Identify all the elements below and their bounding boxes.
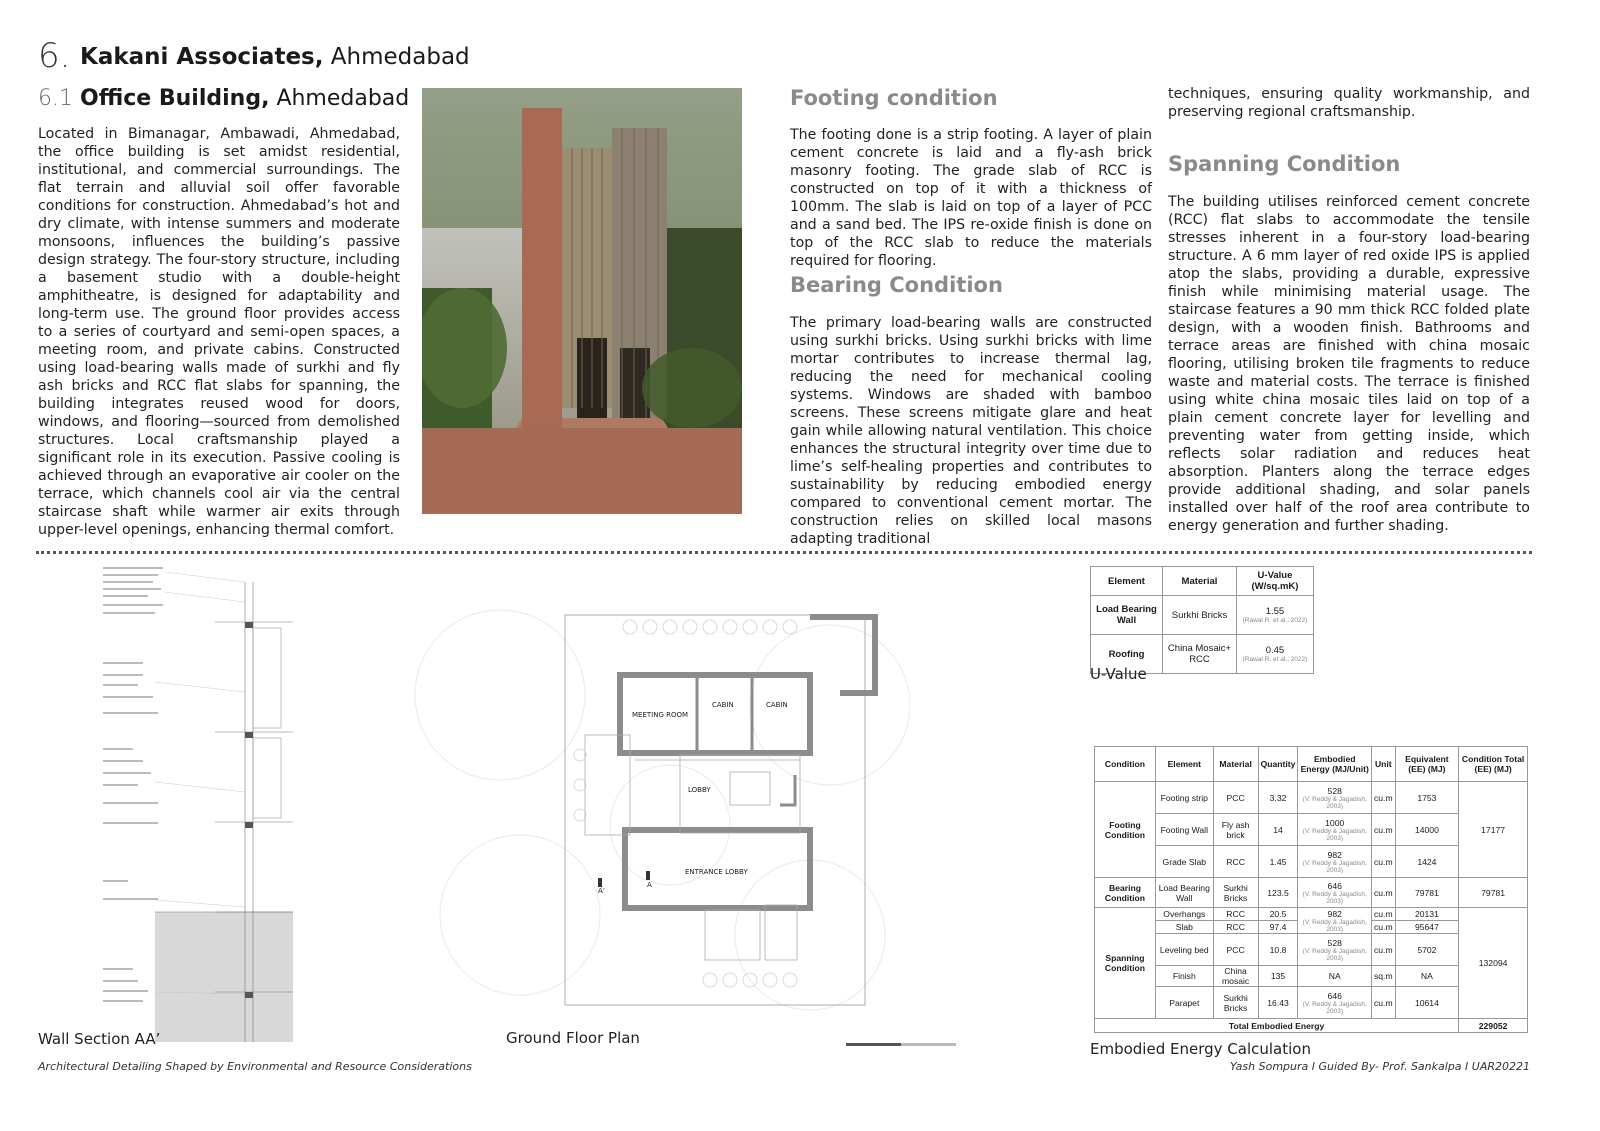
table-cell: Slab: [1155, 921, 1213, 934]
dotted-divider: [36, 551, 1532, 554]
table-cell: PCC: [1213, 782, 1258, 814]
table-header-cell: Element: [1155, 747, 1213, 782]
table-cell: 79781: [1395, 878, 1459, 908]
table-cell: 10614: [1395, 987, 1459, 1019]
table-cell: [1298, 934, 1372, 966]
table-header-row: [1091, 567, 1314, 596]
table-cell: [1298, 846, 1372, 878]
table-cell: Roofing: [1091, 635, 1163, 674]
ee-value: 646: [1327, 880, 1342, 891]
table-cell: 1424: [1395, 846, 1459, 878]
plan-label-meeting-room: MEETING ROOM: [632, 711, 689, 719]
chapter-title: [80, 44, 470, 70]
table-cell: 1753: [1395, 782, 1459, 814]
table-cell: [1298, 814, 1372, 846]
condition-cell: Bearing Condition: [1095, 878, 1156, 908]
ee-value: 528: [1327, 785, 1342, 796]
table-cell: Leveling bed: [1155, 934, 1213, 966]
total-value: 229052: [1459, 1019, 1528, 1033]
table-cell: Footing strip: [1155, 782, 1213, 814]
u-value: 0.45: [1265, 645, 1285, 656]
section-number: 6.1: [38, 86, 73, 111]
table-cell: Footing Wall: [1155, 814, 1213, 846]
table-cell: [1298, 908, 1372, 934]
table-cell: [1298, 987, 1372, 1019]
table-cell: cu.m: [1371, 814, 1395, 846]
table-cell: 135: [1258, 966, 1298, 987]
table-cell: sq.m: [1371, 966, 1395, 987]
plan-label-entrance-lobby: ENTRANCE LOBBY: [685, 868, 748, 876]
ee-value: 1000: [1325, 817, 1345, 828]
bearing-paragraph-continued: techniques, ensuring quality workmanship, and preserving regional craftsmanship.: [1168, 86, 1530, 120]
table-cell: cu.m: [1371, 846, 1395, 878]
table-cell: cu.m: [1371, 921, 1395, 934]
table-header-cell: Element: [1091, 567, 1163, 596]
condition-total-cell: 79781: [1459, 878, 1528, 908]
section-title-name: Office Building,: [80, 86, 270, 111]
table-cell: Surkhi Bricks: [1213, 878, 1258, 908]
table-row: [1095, 878, 1528, 908]
table-header-cell: Material: [1163, 567, 1237, 596]
plan-label-section-a: A: [647, 881, 652, 889]
table-cell: Overhangs: [1155, 908, 1213, 921]
chapter-title-name: Kakani Associates,: [80, 44, 324, 70]
ee-value: 528: [1327, 937, 1342, 948]
ee-value: 982: [1327, 908, 1342, 919]
table-cell: 20131: [1395, 908, 1459, 921]
total-row: [1095, 1019, 1528, 1033]
table-cell: 14: [1258, 814, 1298, 846]
bearing-heading: Bearing Condition: [790, 273, 1003, 297]
table-cell: cu.m: [1371, 908, 1395, 921]
u-value-caption: U-Value: [1090, 665, 1147, 683]
table-cell: Surkhi Bricks: [1213, 987, 1258, 1019]
table-cell: RCC: [1213, 921, 1258, 934]
wall-section-caption: Wall Section AA’: [38, 1030, 161, 1048]
table-cell: 5702: [1395, 934, 1459, 966]
table-cell: RCC: [1213, 908, 1258, 921]
table-header-cell: U-Value (W/sq.mK): [1236, 567, 1313, 596]
condition-total-cell: 17177: [1459, 782, 1528, 878]
condition-cell: Spanning Condition: [1095, 908, 1156, 1019]
table-cell: Parapet: [1155, 987, 1213, 1019]
table-cell: 20.5: [1258, 908, 1298, 921]
total-label: Total Embodied Energy: [1095, 1019, 1459, 1033]
table-cell: 3.32: [1258, 782, 1298, 814]
bearing-paragraph: The primary load-bearing walls are constructed using surkhi bricks. Using surkhi bricks with lime mortar contributes to increase thermal lag, reducing the need for mechanical cooling systems. Windows are shaded with bamboo screens. These screens mitigate glare and heat gain while allowing natural ventilation. This choice enhances the structural integrity over time due to lime’s self-healing properties and contributes to sustainability by reducing embodied energy compared to conventional cement mortar. The construction relies on skilled local masons adapting traditional: [790, 315, 1152, 547]
condition-cell: Footing Condition: [1095, 782, 1156, 878]
ground-floor-plan: [410, 575, 910, 1015]
section-title-city: Ahmedabad: [276, 86, 410, 111]
table-cell: PCC: [1213, 934, 1258, 966]
table-header-row: [1095, 747, 1528, 782]
table-cell: 1.45: [1258, 846, 1298, 878]
table-cell: 97.4: [1258, 921, 1298, 934]
reference-note: (V. Reddy & Jagadish, 2003): [1302, 827, 1367, 842]
table-cell: [1298, 878, 1372, 908]
ground-plan-caption: Ground Floor Plan: [506, 1029, 640, 1047]
plan-label-section-a-prime: A’: [598, 887, 606, 895]
reference-note: (V. Reddy & Jagadish, 2003): [1302, 918, 1367, 933]
table-row: [1095, 782, 1528, 814]
condition-total-cell: 132094: [1459, 908, 1528, 1019]
table-header-cell: Equivalent (EE) (MJ): [1395, 747, 1459, 782]
table-header-cell: Condition Total (EE) (MJ): [1459, 747, 1528, 782]
table-cell: [1236, 635, 1313, 674]
table-row: [1091, 596, 1314, 635]
table-cell: Finish: [1155, 966, 1213, 987]
table-cell: cu.m: [1371, 934, 1395, 966]
reference-note: (V. Reddy & Jagadish, 2003): [1302, 890, 1367, 905]
table-header-cell: Material: [1213, 747, 1258, 782]
table-header-cell: Quantity: [1258, 747, 1298, 782]
plan-label-cabin-2: CABIN: [766, 701, 788, 709]
table-row: [1095, 908, 1528, 921]
table-cell: Grade Slab: [1155, 846, 1213, 878]
ee-value: 982: [1327, 849, 1342, 860]
plan-label-cabin-1: CABIN: [712, 701, 734, 709]
table-cell: China Mosaic+ RCC: [1163, 635, 1237, 674]
reference-note: (V. Reddy & Jagadish, 2003): [1302, 795, 1367, 810]
footer-subtitle: Architectural Detailing Shaped by Environmental and Resource Considerations: [38, 1060, 472, 1073]
intro-paragraph: Located in Bimanagar, Ambawadi, Ahmedabad, the office building is set amidst residential, institutional, and commercial surroundings. The flat terrain and alluvial soil offer favorable conditions for construction. Ahmedabad’s hot and dry climate, with intense summers and moderate monsoons, influences the building’s passive design strategy. The four-story structure, including a basement studio with a double-height amphitheatre, is designed for adaptability and long-term use. The ground floor provides access to a series of courtyard and semi-open spaces, a meeting room, and private cabins. Constructed using load-bearing walls made of surkhi and fly ash bricks and RCC flat slabs for spanning, the building integrates reused wood for doors, windows, and flooring—sourced from demolished structures. Local craftsmanship played a significant role in its execution. Passive cooling is achieved through an evaporative air cooler on the terrace, which channels cool air via the central staircase shaft while warmer air exits through upper-level openings, enhancing thermal comfort.: [38, 126, 400, 538]
footing-heading: Footing condition: [790, 86, 998, 110]
table-cell: 14000: [1395, 814, 1459, 846]
u-value: 1.55: [1265, 606, 1285, 617]
table-cell: [1298, 782, 1372, 814]
table-cell: cu.m: [1371, 878, 1395, 908]
footer-credits: Yash Sompura I Guided By- Prof. Sankalpa I UAR20221: [1229, 1060, 1530, 1073]
reference-note: (Rawal R. et al., 2022): [1242, 617, 1308, 624]
table-cell: NA: [1395, 966, 1459, 987]
table-cell: Load Bearing Wall: [1155, 878, 1213, 908]
table-header-cell: Embodied Energy (MJ/Unit): [1298, 747, 1372, 782]
reference-note: (V. Reddy & Jagadish, 2003): [1302, 947, 1367, 962]
table-cell: 10.8: [1258, 934, 1298, 966]
table-cell: Load Bearing Wall: [1091, 596, 1163, 635]
plan-label-lobby: LOBBY: [688, 786, 711, 794]
scale-bar: [846, 1034, 981, 1044]
table-cell: cu.m: [1371, 782, 1395, 814]
table-header-cell: Condition: [1095, 747, 1156, 782]
reference-note: (Rawal R. et al., 2022): [1242, 656, 1308, 663]
spanning-heading: Spanning Condition: [1168, 152, 1401, 176]
u-value-table: [1090, 566, 1314, 674]
chapter-number: 6.: [38, 36, 71, 76]
table-cell: China mosaic: [1213, 966, 1258, 987]
chapter-title-city: Ahmedabad: [330, 44, 470, 70]
table-cell: Surkhi Bricks: [1163, 596, 1237, 635]
table-cell: 16.43: [1258, 987, 1298, 1019]
footing-paragraph: The footing done is a strip footing. A layer of plain cement concrete is laid and a fly-ash brick masonry footing. The grade slab of RCC is constructed on top of it with a thickness of 100mm. The slab is laid on top of a layer of PCC and a sand bed. The IPS re-oxide finish is done on top of the RCC slab to reduce the materials required for flooring.: [790, 127, 1152, 269]
table-cell: NA: [1298, 966, 1372, 987]
spanning-paragraph: The building utilises reinforced cement concrete (RCC) flat slabs to accommodate the tensile stresses inherent in a four-story load-bearing structure. A 6 mm layer of red oxide IPS is applied atop the slabs, providing a durable, expressive finish while minimising material usage. The staircase features a 90 mm thick RCC folded plate design, with a wooden finish. Bathrooms and terrace areas are finished with china mosaic flooring, utilising broken tile fragments to reduce waste and material costs. The terrace is finished using white china mosaic tiles laid on top of a plain cement concrete layer for levelling and preventing water from getting inside, which reflects solar radiation and reduces heat absorption. Planters along the terrace edges provide additional shading, and solar panels installed over half of the roof area contribute to energy generation and further shading.: [1168, 194, 1530, 534]
table-cell: 95647: [1395, 921, 1459, 934]
embodied-energy-table: [1094, 746, 1528, 1033]
reference-note: (V. Reddy & Jagadish, 2003): [1302, 1000, 1367, 1015]
reference-note: (V. Reddy & Jagadish, 2003): [1302, 859, 1367, 874]
building-photo: [422, 88, 742, 514]
table-cell: RCC: [1213, 846, 1258, 878]
table-cell: [1236, 596, 1313, 635]
embodied-energy-caption: Embodied Energy Calculation: [1090, 1040, 1311, 1058]
table-cell: 123.5: [1258, 878, 1298, 908]
table-cell: Fly ash brick: [1213, 814, 1258, 846]
ee-value: 646: [1327, 990, 1342, 1001]
table-cell: cu.m: [1371, 987, 1395, 1019]
wall-section-drawing: [95, 562, 295, 1046]
table-header-cell: Unit: [1371, 747, 1395, 782]
section-title: [38, 86, 409, 111]
